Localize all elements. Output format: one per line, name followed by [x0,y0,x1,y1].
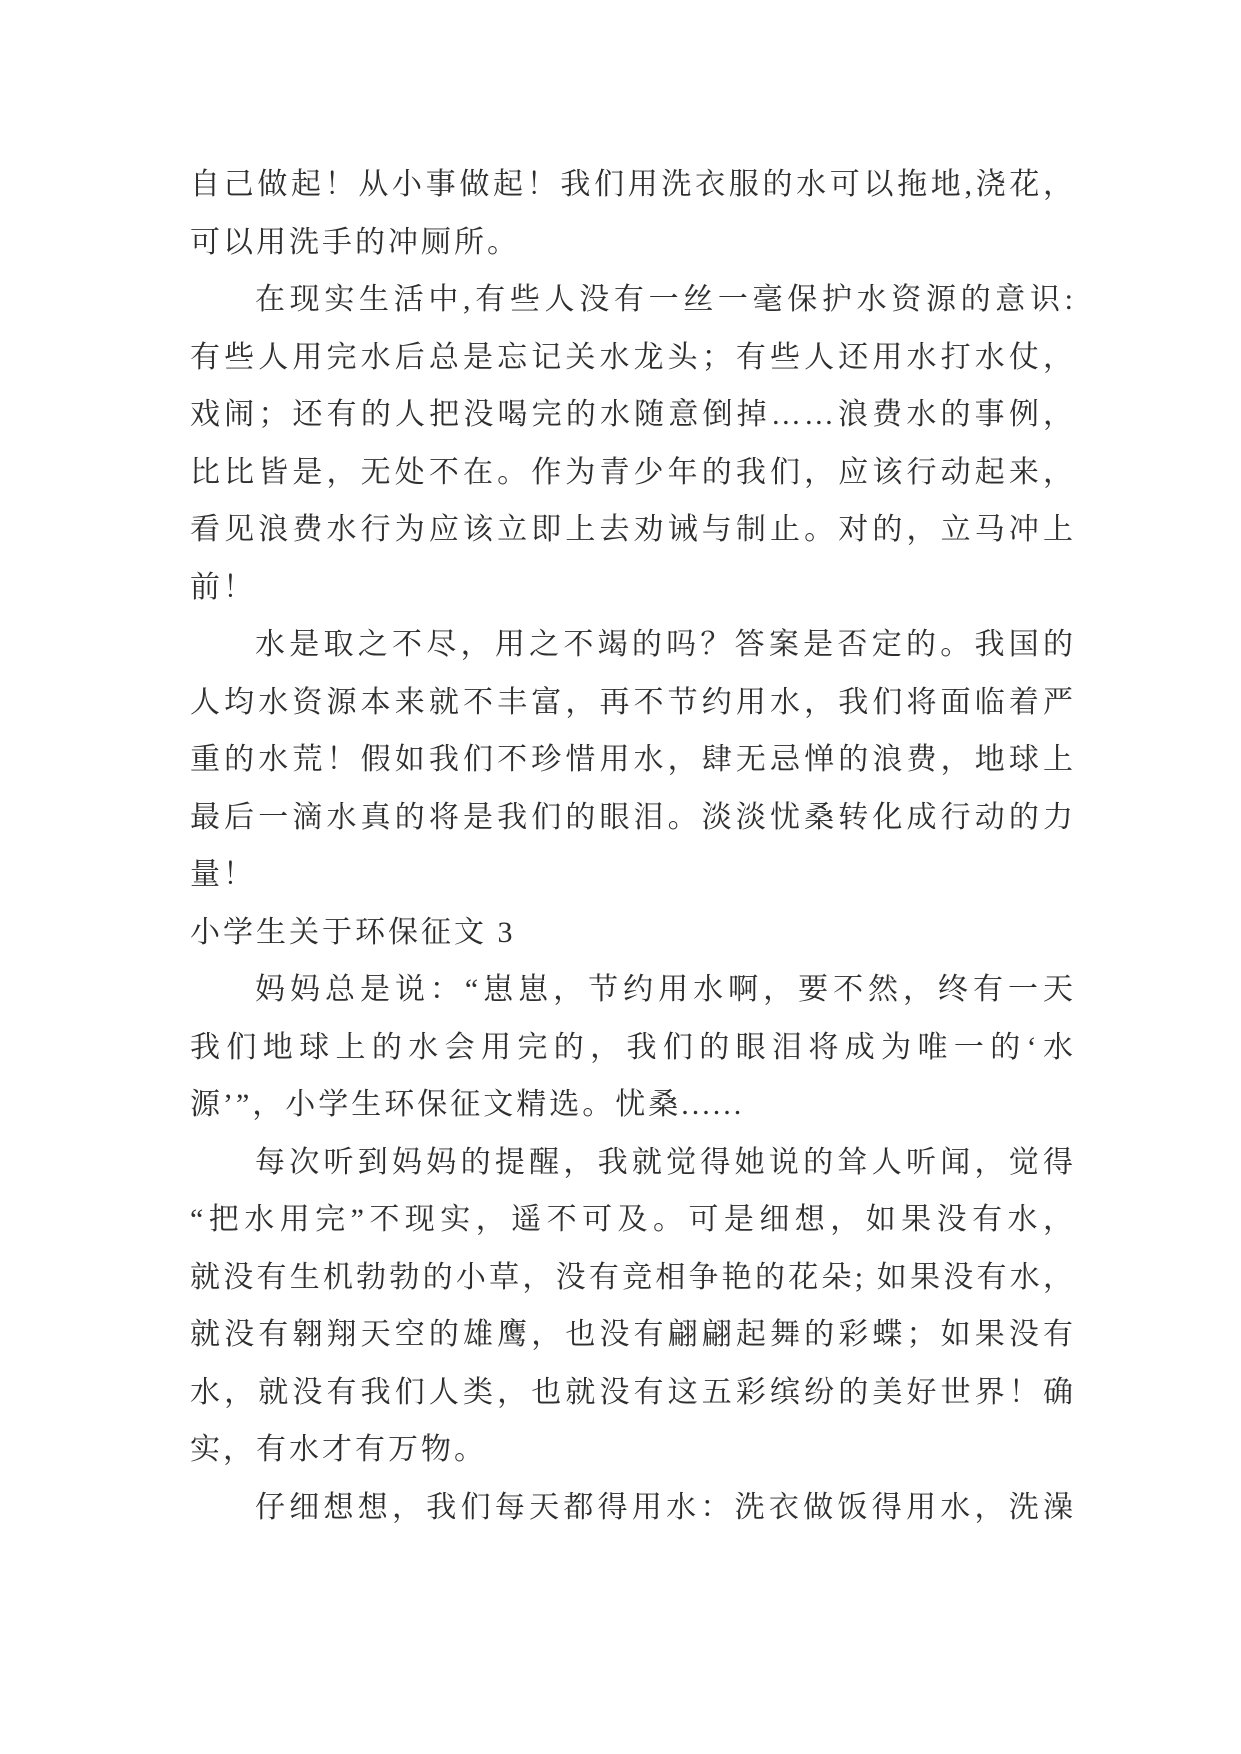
section-heading: 小学生关于环保征文 3 [190,915,516,949]
text-line: 水，就没有我们人类，也就没有这五彩缤纷的美好世界！确 [190,1375,1076,1409]
text-line: “把水用完”不现实，遥不可及。可是细想，如果没有水， [190,1203,1076,1236]
document-text [190,156,1076,1536]
text-line: 就没有翱翔天空的雄鹰，也没有翩翩起舞的彩蝶；如果没有 [190,1318,1076,1351]
text-line: 前！ [190,570,256,604]
text-line: 有些人用完水后总是忘记关水龙头；有些人还用水打水仗， [190,340,1076,374]
text-line: 仔细想想，我们每天都得用水：洗衣做饭得用水，洗澡 [255,1490,1076,1524]
text-line: 戏闹；还有的人把没喝完的水随意倒掉……浪费水的事例， [190,398,1076,431]
text-line: 自己做起！从小事做起！我们用洗衣服的水可以拖地,浇花， [190,168,1076,201]
text-line: 每次听到妈妈的提醒，我就觉得她说的耸人听闻，觉得 [255,1145,1076,1179]
text-line: 妈妈总是说：“崽崽，节约用水啊，要不然，终有一天 [255,973,1076,1006]
text-line: 最后一滴水真的将是我们的眼泪。淡淡忧桑转化成行动的力 [190,800,1076,834]
text-line: 我们地球上的水会用完的，我们的眼泪将成为唯一的‘水 [190,1030,1076,1064]
text-line: 就没有生机勃勃的小草，没有竞相争艳的花朵; 如果没有水， [190,1260,1076,1294]
text-line: 水是取之不尽，用之不竭的吗？答案是否定的。我国的 [255,628,1076,661]
text-line: 源’”，小学生环保征文精选。忧桑...... [190,1088,745,1121]
text-line: 比比皆是，无处不在。作为青少年的我们，应该行动起来， [190,455,1076,489]
text-line: 重的水荒！假如我们不珍惜用水，肆无忌惮的浪费，地球上 [190,743,1076,776]
text-line: 实，有水才有万物。 [190,1433,487,1466]
text-line: 可以用洗手的冲厕所。 [190,225,520,259]
text-line: 在现实生活中,有些人没有一丝一毫保护水资源的意识: [255,283,1076,316]
text-line: 人均水资源本来就不丰富，再不节约用水，我们将面临着严 [190,685,1076,719]
text-line: 量！ [190,858,256,891]
text-line: 看见浪费水行为应该立即上去劝诫与制止。对的，立马冲上 [190,513,1076,546]
